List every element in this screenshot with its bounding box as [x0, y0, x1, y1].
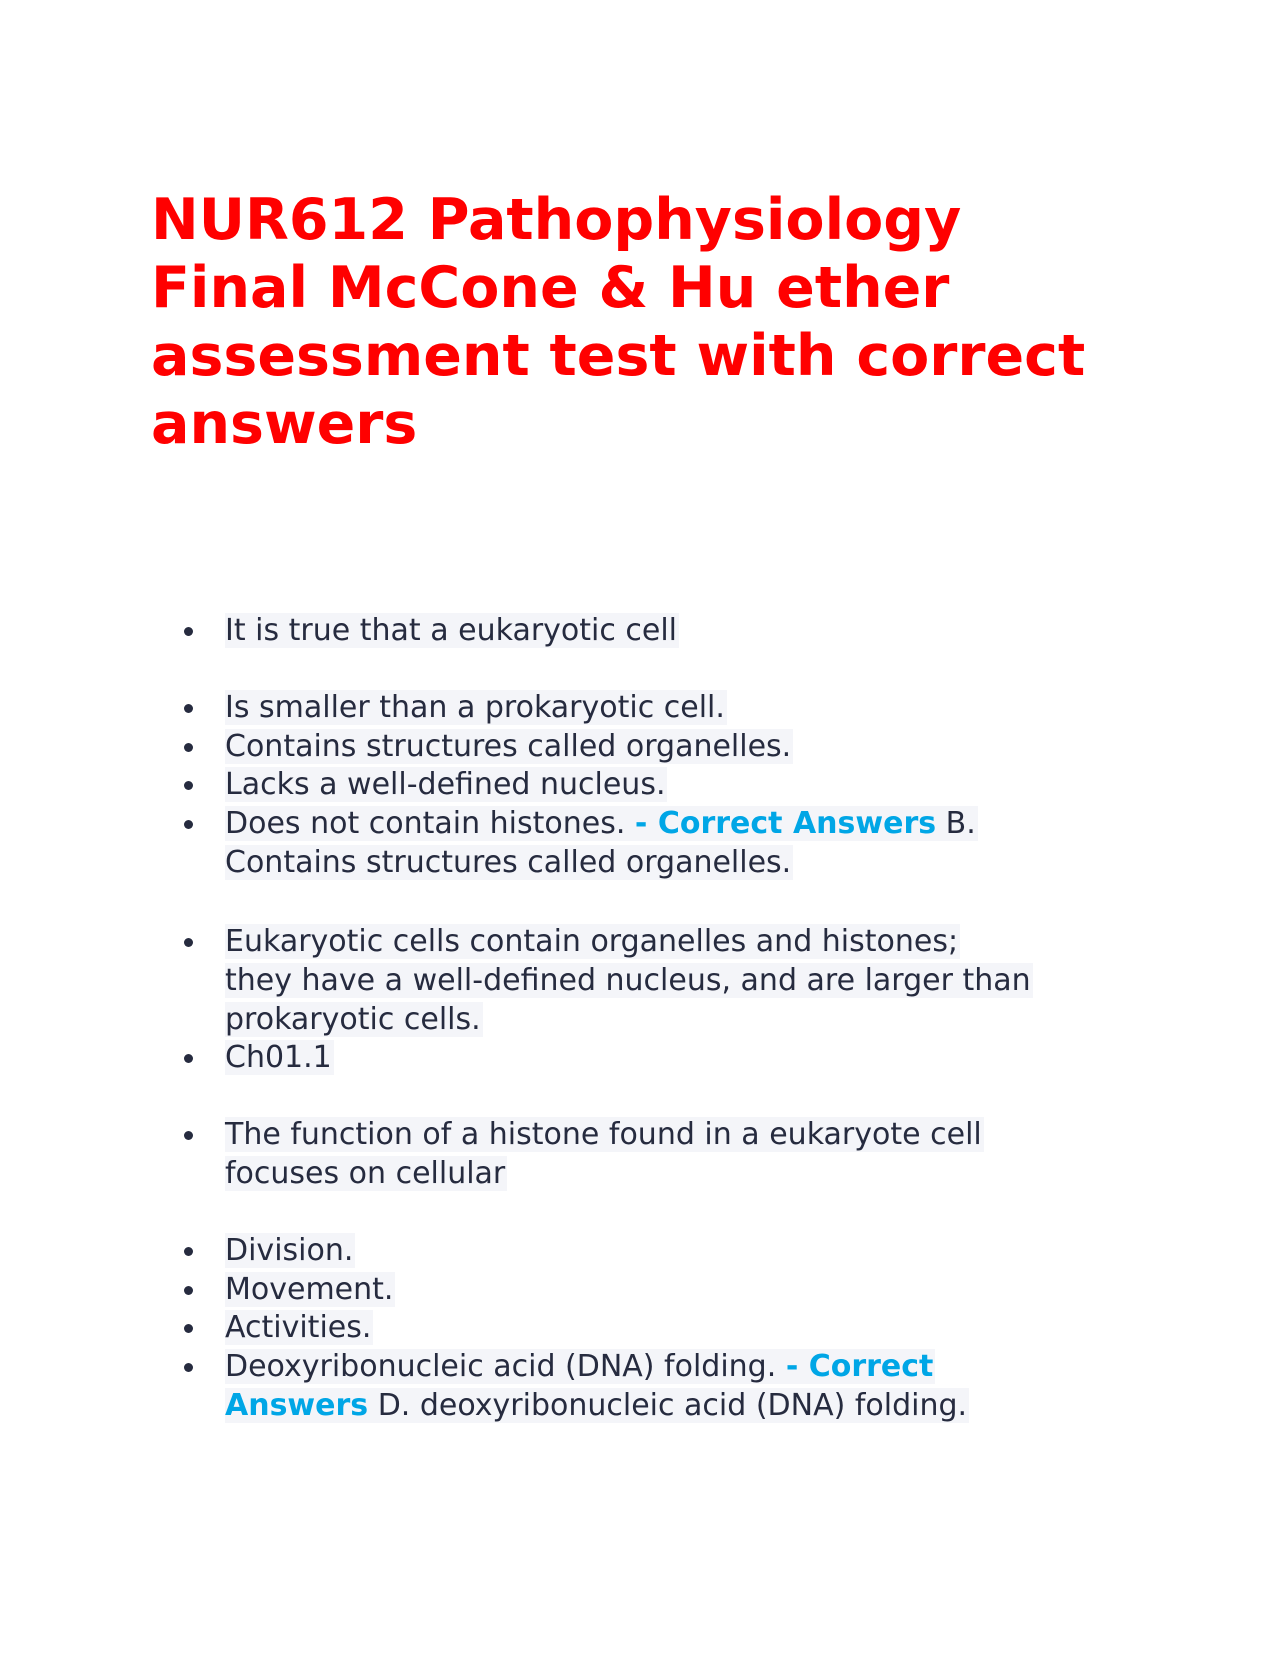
- list-item-line: Ch01.1: [225, 1040, 332, 1075]
- title-line-3: assessment test with correct: [151, 323, 1086, 389]
- document-title: [151, 186, 1151, 458]
- bullet-icon: [184, 1324, 193, 1333]
- list-item-text: [225, 922, 1033, 1039]
- list-item-text: [225, 1347, 969, 1425]
- list-item-line: [225, 806, 978, 841]
- answer-text: D. deoxyribonucleic acid (DNA) folding.: [368, 1388, 968, 1423]
- list-item-line: Movement.: [225, 1272, 394, 1307]
- list-item-text: [225, 1308, 373, 1347]
- list-item-text: [225, 1038, 334, 1077]
- list-item-line: The function of a histone found in a eukaryote cell: [225, 1117, 982, 1152]
- list-item-line: prokaryotic cells.: [225, 1002, 481, 1037]
- list-item-line: Eukaryotic cells contain organelles and histones;: [225, 924, 959, 959]
- bullet-icon: [184, 627, 193, 636]
- correct-answer-label: - Correct: [785, 1349, 934, 1384]
- list-item-text: [225, 804, 978, 882]
- bullet-icon: [184, 938, 193, 947]
- option-text: Deoxyribonucleic acid (DNA) folding.: [225, 1349, 786, 1384]
- list-item-line: Lacks a well-defined nucleus.: [225, 767, 666, 802]
- bullet-icon: [184, 743, 193, 752]
- list-item-text: [225, 1115, 984, 1193]
- list-item-text: [225, 765, 667, 804]
- list-item-text: [225, 1231, 355, 1270]
- list-item-text: [225, 1270, 395, 1309]
- bullet-icon: [184, 704, 193, 713]
- list-item-line: It is true that a eukaryotic cell: [225, 613, 678, 648]
- correct-answer-label: - Correct Answers: [634, 806, 937, 841]
- bullet-icon: [184, 781, 193, 790]
- list-item-line: they have a well-defined nucleus, and are larger than: [225, 963, 1031, 998]
- answer-letter: B.: [936, 806, 976, 841]
- list-item-line: Division.: [225, 1233, 354, 1268]
- bullet-icon: [184, 1131, 193, 1140]
- answer-text: Contains structures called organelles.: [225, 845, 792, 880]
- list-item-line: focuses on cellular: [225, 1156, 506, 1191]
- correct-answer-label: Answers: [225, 1388, 369, 1423]
- bullet-icon: [184, 1363, 193, 1372]
- title-line-4: answers: [151, 391, 418, 457]
- bullet-icon: [184, 820, 193, 829]
- list-item-text: [225, 727, 793, 766]
- list-item-line: Activities.: [225, 1310, 372, 1345]
- title-line-2: Final McCone & Hu ether: [151, 255, 950, 321]
- list-item-line: [225, 1388, 969, 1423]
- bullet-icon: [184, 1286, 193, 1295]
- list-item-line: [225, 1349, 935, 1384]
- list-item-line: Is smaller than a prokaryotic cell.: [225, 690, 725, 725]
- title-line-1: NUR612 Pathophysiology: [151, 187, 962, 253]
- list-item-text: [225, 688, 727, 727]
- bullet-icon: [184, 1247, 193, 1256]
- option-text: Does not contain histones.: [225, 806, 635, 841]
- list-item-line: Contains structures called organelles.: [225, 729, 792, 764]
- bullet-icon: [184, 1054, 193, 1063]
- list-item-text: [225, 611, 679, 650]
